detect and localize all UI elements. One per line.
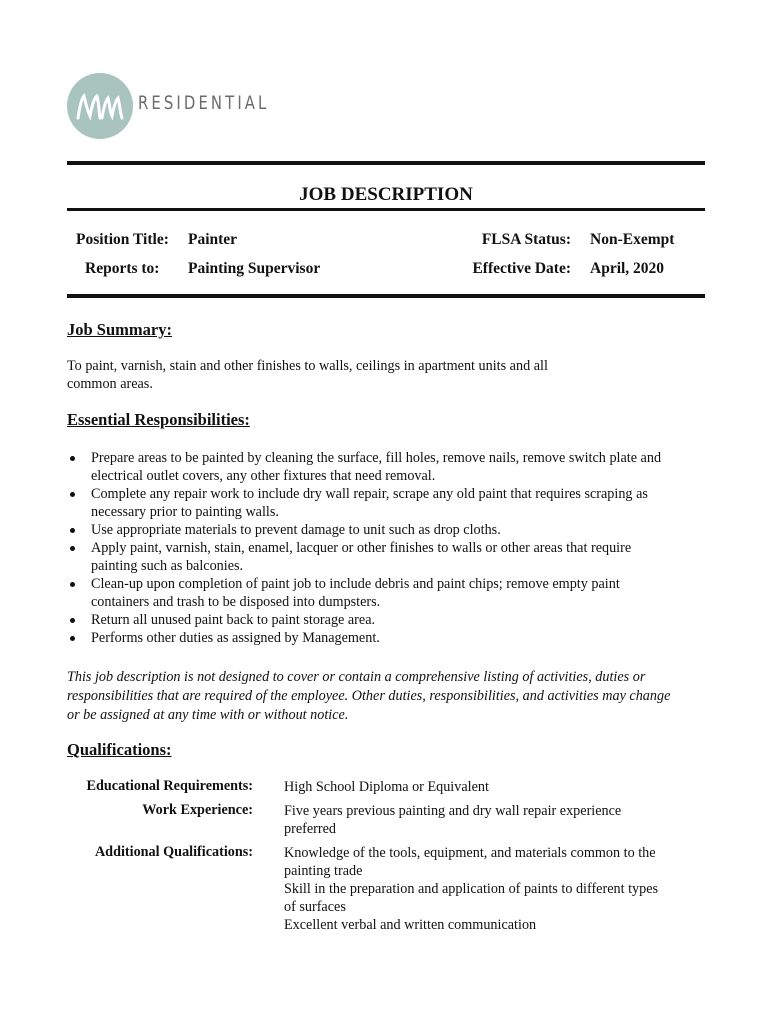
list-item-line: Complete any repair work to include dry wall repair, scrape any old paint that requires scraping as bbox=[91, 486, 648, 502]
list-item bbox=[67, 449, 707, 485]
additional-line: Knowledge of the tools, equipment, and materials common to the bbox=[284, 845, 656, 861]
additional-line: Excellent verbal and written communication bbox=[284, 917, 537, 933]
list-item-line: necessary prior to painting walls. bbox=[91, 504, 279, 520]
additional-line: painting trade bbox=[284, 863, 363, 879]
list-item-line: painting such as balconies. bbox=[91, 558, 244, 574]
responsibilities-heading: Essential Responsibilities: bbox=[67, 410, 250, 429]
list-item-line: Prepare areas to be painted by cleaning the surface, fill holes, remove nails, remove switch plate and bbox=[91, 450, 662, 466]
job-summary-heading: Job Summary: bbox=[67, 320, 172, 339]
experience-line: preferred bbox=[284, 821, 336, 837]
header-bottom-rule bbox=[67, 294, 705, 298]
list-item bbox=[67, 485, 707, 521]
list-item-line: Apply paint, varnish, stain, enamel, lacquer or other finishes to walls or other areas that require bbox=[91, 540, 632, 556]
education-label: Educational Requirements: bbox=[86, 778, 253, 794]
list-item-line: Clean-up upon completion of paint job to include debris and paint chips; remove empty paint bbox=[91, 576, 620, 592]
qualifications-heading: Qualifications: bbox=[67, 740, 172, 759]
disclaimer-line: responsibilities that are required of the employee. Other duties, responsibilities, and activities may change bbox=[67, 688, 671, 704]
list-item-line: Use appropriate materials to prevent damage to unit such as drop cloths. bbox=[91, 522, 501, 538]
job-summary-line: common areas. bbox=[67, 376, 153, 392]
additional-qualifications-value bbox=[284, 844, 694, 934]
effective-date-value: April, 2020 bbox=[590, 260, 665, 277]
additional-qualifications-label: Additional Qualifications: bbox=[94, 844, 253, 860]
list-item-line: electrical outlet covers, any other fixtures that need removal. bbox=[91, 468, 436, 484]
additional-line: Skill in the preparation and application of paints to different types bbox=[284, 881, 659, 897]
disclaimer-line: This job description is not designed to cover or contain a comprehensive listing of activities, duties or bbox=[67, 669, 646, 685]
experience-value bbox=[284, 802, 694, 838]
disclaimer-line: or be assigned at any time with or without notice. bbox=[67, 707, 349, 723]
experience-line: Five years previous painting and dry wall repair experience bbox=[284, 803, 622, 819]
list-item bbox=[67, 539, 707, 575]
job-summary-text bbox=[67, 357, 548, 393]
list-item-line: Performs other duties as assigned by Management. bbox=[91, 630, 380, 646]
job-summary-line: To paint, varnish, stain and other finishes to walls, ceilings in apartment units and all bbox=[67, 358, 548, 374]
document-title: JOB DESCRIPTION bbox=[299, 184, 473, 205]
effective-date-label: Effective Date: bbox=[472, 260, 571, 277]
education-value: High School Diploma or Equivalent bbox=[284, 779, 489, 795]
experience-label: Work Experience: bbox=[142, 802, 253, 818]
list-item bbox=[67, 629, 707, 647]
reports-to-label: Reports to: bbox=[85, 260, 160, 277]
list-item bbox=[67, 611, 707, 629]
brand-name: RESIDENTIAL bbox=[138, 92, 270, 114]
additional-line: of surfaces bbox=[284, 899, 346, 915]
disclaimer-text bbox=[67, 668, 707, 725]
position-title-label: Position Title: bbox=[76, 231, 169, 248]
top-rule bbox=[67, 161, 705, 165]
responsibilities-list bbox=[67, 449, 707, 647]
list-item bbox=[67, 521, 707, 539]
position-title-value: Painter bbox=[188, 231, 238, 248]
list-item bbox=[67, 575, 707, 611]
list-item-line: containers and trash to be disposed into dumpsters. bbox=[91, 594, 381, 610]
flsa-status-value: Non-Exempt bbox=[590, 231, 675, 248]
reports-to-value: Painting Supervisor bbox=[188, 260, 321, 277]
header-rule bbox=[67, 208, 705, 211]
list-item-line: Return all unused paint back to paint storage area. bbox=[91, 612, 376, 628]
flsa-status-label: FLSA Status: bbox=[481, 231, 571, 248]
